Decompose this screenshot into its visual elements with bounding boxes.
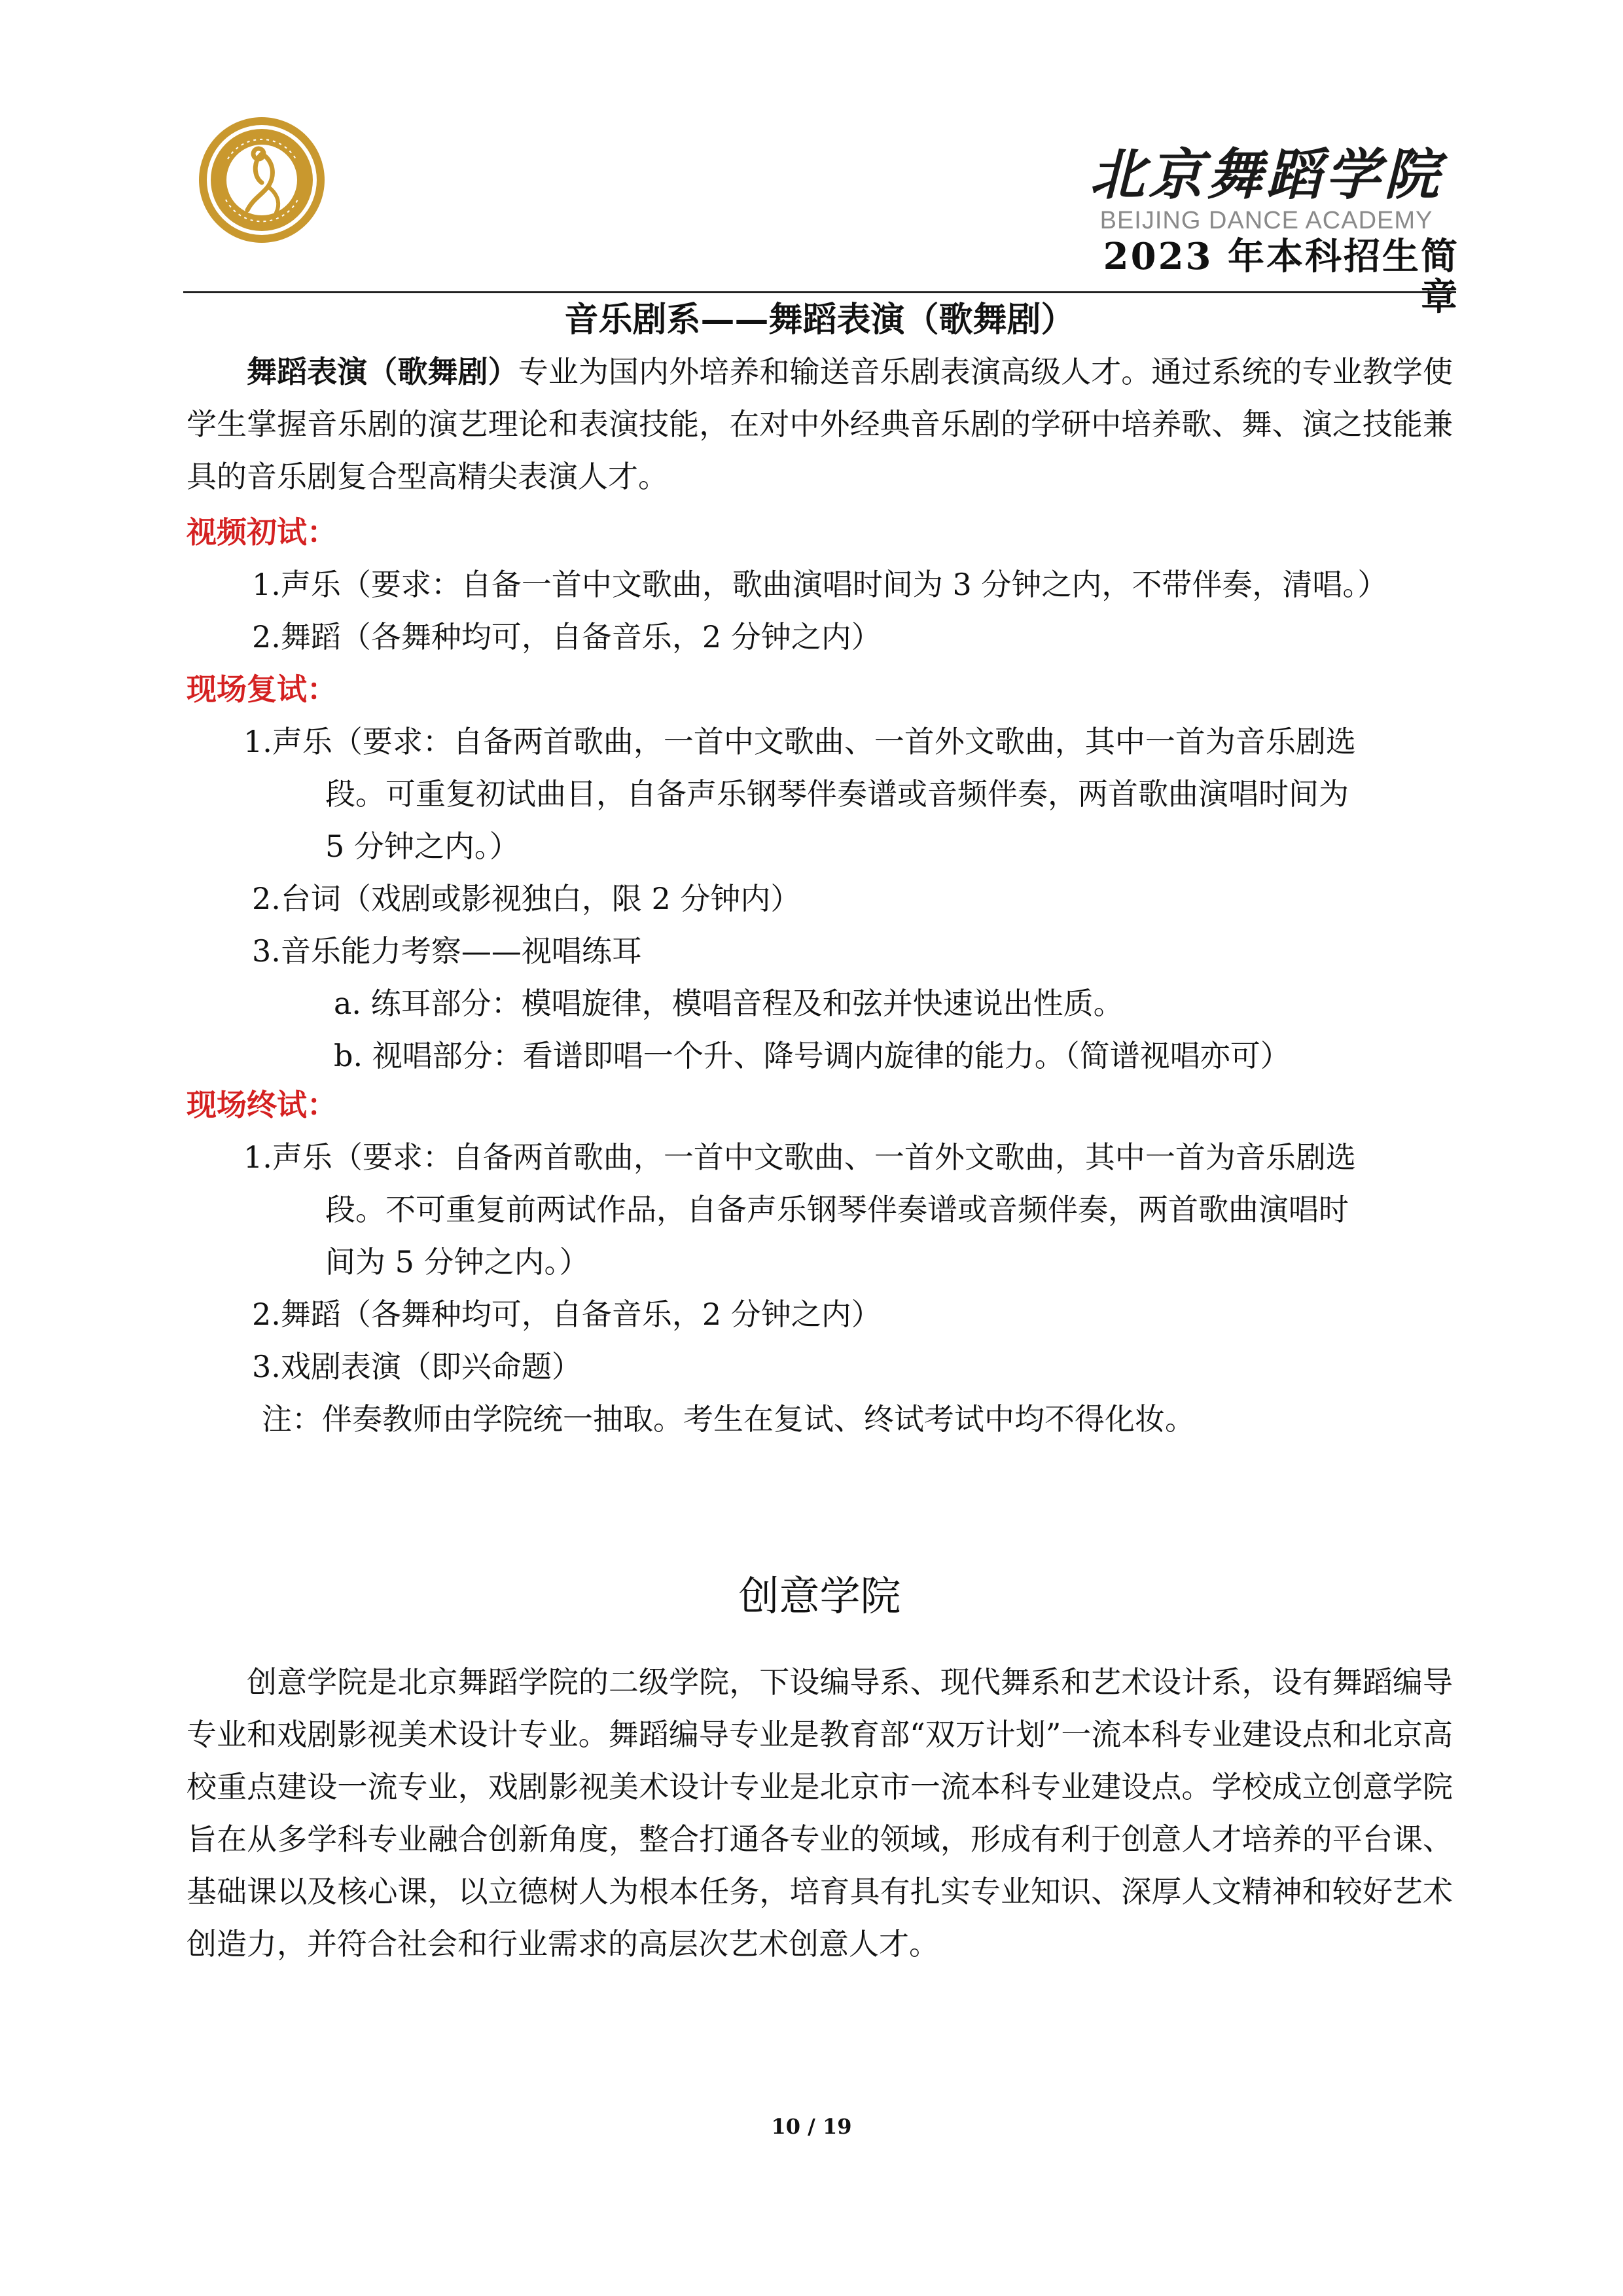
guide-title: 2023 年本科招生简章 — [1103, 235, 1459, 319]
note-text: 注：伴奏教师由学院统一抽取。考生在复试、终试考试中均不得化妆。 — [262, 1401, 1195, 1437]
round3-item-dance: 2.舞蹈（各舞种均可，自备音乐，2 分钟之内） — [252, 1297, 882, 1332]
creative-college-paragraph: 创意学院是北京舞蹈学院的二级学院，下设编导系、现代舞系和艺术设计系，设有舞蹈编导专业和戏剧影视美术设计专业。舞蹈编导专业是教育部“双万计划”一流本科专业建设点和北京高校重点建设一流专业，戏剧影视美术设计专业是北京市一流本科专业建设点。学校成立创意学院旨在从多学科专业融合创新角度，整合打通各专业的领域，形成有利于创意人才培养的平台课、基础课以及核心课，以立德树人为根本任务，培育具有扎实专业知识、深厚人文精神和较好艺术创造力，并符合社会和行业需求的高层次艺术创意人才。 — [187, 1664, 1453, 1962]
round2-sub-sight-singing: b. 视唱部分：看谱即唱一个升、降号调内旋律的能力。（简谱视唱亦可） — [334, 1038, 1291, 1073]
round2-item-vocal-line3: 5 分钟之内。） — [325, 829, 520, 864]
page-number: 10 / 19 — [771, 2114, 852, 2139]
header-divider — [183, 291, 1456, 293]
intro-bold-term: 舞蹈表演（歌舞剧） — [247, 354, 518, 389]
round3-item-drama: 3.戏剧表演（即兴命题） — [252, 1349, 582, 1384]
brand-name-english: BEIJING DANCE ACADEMY — [1099, 207, 1433, 234]
round3-item-vocal-line2: 段。不可重复前两试作品，自备声乐钢琴伴奏谱或音频伴奏，两首歌曲演唱时 — [325, 1192, 1349, 1227]
round2-sub-ear-training: a. 练耳部分：模唱旋律，模唱音程及和弦并快速说出性质。 — [334, 986, 1124, 1021]
section-title-music-theatre: 音乐剧系——舞蹈表演（歌舞剧） — [564, 300, 1075, 340]
round2-item-lines: 2.台词（戏剧或影视独白，限 2 分钟内） — [252, 881, 801, 916]
round1-item-vocal: 1.声乐（要求：自备一首中文歌曲，歌曲演唱时间为 3 分钟之内，不带伴奏，清唱。） — [252, 567, 1388, 602]
round3-item-vocal-line3: 间为 5 分钟之内。） — [325, 1244, 590, 1280]
heading-video-preliminary: 视频初试： — [187, 514, 337, 550]
section-title-creative-college: 创意学院 — [738, 1572, 901, 1620]
round2-item-music-ability: 3.音乐能力考察——视唱练耳 — [252, 933, 642, 969]
round2-item-vocal-line2: 段。可重复初试曲目，自备声乐钢琴伴奏谱或音频伴奏，两首歌曲演唱时间为 — [325, 776, 1349, 812]
brand-name-chinese: 北京舞蹈学院 — [1089, 142, 1443, 207]
intro-paragraph — [187, 346, 1453, 503]
heading-onsite-second-round: 现场复试： — [187, 672, 337, 707]
heading-onsite-final-round: 现场终试： — [187, 1087, 337, 1122]
round1-item-dance: 2.舞蹈（各舞种均可，自备音乐，2 分钟之内） — [252, 619, 882, 655]
round3-item-vocal-line1: 1.声乐（要求：自备两首歌曲，一首中文歌曲、一首外文歌曲，其中一首为音乐剧选 — [243, 1139, 1356, 1175]
round2-item-vocal-line1: 1.声乐（要求：自备两首歌曲，一首中文歌曲、一首外文歌曲，其中一首为音乐剧选 — [243, 724, 1356, 759]
academy-logo — [196, 115, 327, 245]
intro-text: 专业为国内外培养和输送音乐剧表演高级人才。通过系统的专业教学使学生掌握音乐剧的演艺理论和表演技能，在对中外经典音乐剧的学研中培养歌、舞、演之技能兼具的音乐剧复合型高精尖表演人才。 — [187, 354, 1454, 494]
